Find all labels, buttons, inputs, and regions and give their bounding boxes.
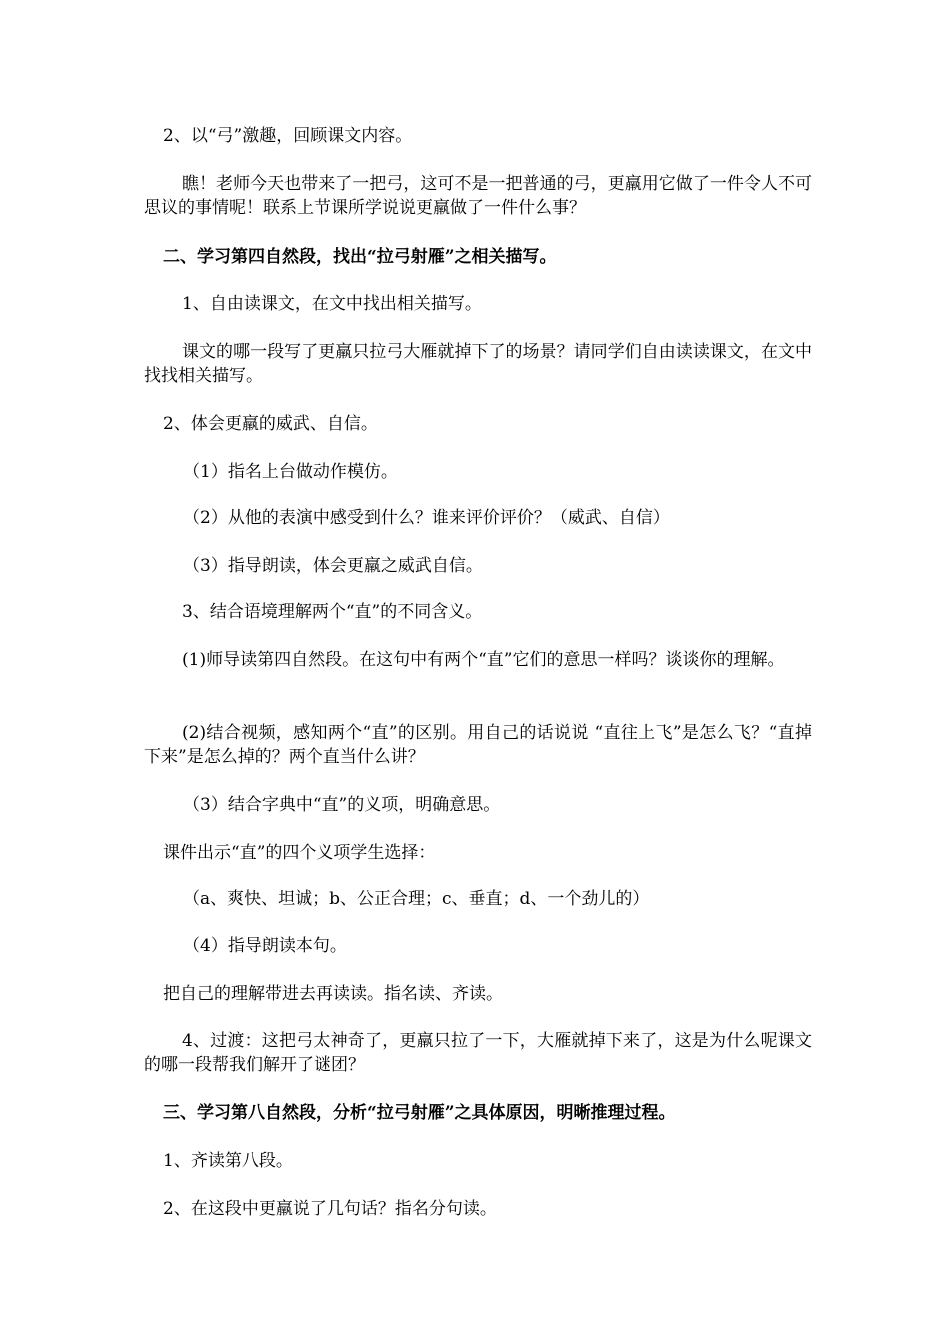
paragraph-two-zhi-meanings: 3、结合语境理解两个“直”的不同含义。 bbox=[182, 602, 483, 622]
paragraph-step-2-feel: （2）从他的表演中感受到什么？谁来评价评价？（威武、自信） bbox=[183, 508, 670, 528]
paragraph-free-reading: 1、自由读课文，在文中找出相关描写。 bbox=[182, 294, 482, 314]
paragraph-step-4-read: （4）指导朗读本句。 bbox=[183, 936, 347, 956]
paragraph-review-intro: 2、以“弓”激趣，回顾课文内容。 bbox=[163, 126, 413, 146]
paragraph-teacher-bow: 瞧！老师今天也带来了一把弓，这可不是一把普通的弓，更羸用它做了一件令人不可思议的事情呢！联系上节课所学说说更羸做了一件什么事？ bbox=[144, 174, 812, 218]
paragraph-read-section-eight: 1、齐读第八段。 bbox=[163, 1151, 293, 1171]
paragraph-step-1-imitate: （1）指名上台做动作模仿。 bbox=[183, 462, 398, 482]
paragraph-option-list: （a、爽快、坦诚；b、公正合理；c、垂直；d、一个劲儿的） bbox=[183, 889, 650, 909]
paragraph-which-section: 课文的哪一段写了更羸只拉弓大雁就掉下了的场景？请同学们自由读读课文，在文中找找相关描写。 bbox=[144, 342, 812, 386]
paragraph-transition: 4、过渡：这把弓太神奇了，更羸只拉了一下，大雁就掉下来了，这是为什么呢课文的哪一段帮我们解开了谜团？ bbox=[144, 1031, 812, 1075]
paragraph-courseware-options: 课件出示“直”的四个义项学生选择： bbox=[163, 843, 436, 863]
paragraph-video-compare: (2)结合视频，感知两个“直”的区别。用自己的话说说 “直往上飞”是怎么飞？“直掉下来”是怎么掉的？两个直当什么讲？ bbox=[144, 723, 812, 767]
paragraph-sentence-count: 2、在这段中更羸说了几句话？指名分句读。 bbox=[163, 1199, 497, 1219]
section-heading-three: 三、学习第八自然段，分析“拉弓射雁”之具体原因，明晰推理过程。 bbox=[163, 1103, 676, 1123]
paragraph-read-again: 把自己的理解带进去再读读。指名读、齐读。 bbox=[163, 984, 503, 1004]
section-heading-two: 二、学习第四自然段，找出“拉弓射雁”之相关描写。 bbox=[163, 247, 557, 267]
paragraph-dictionary-meaning: （3）结合字典中“直”的义项，明确意思。 bbox=[183, 795, 501, 815]
paragraph-experience-confidence: 2、体会更羸的威武、自信。 bbox=[163, 414, 378, 434]
paragraph-step-3-read-aloud: （3）指导朗读，体会更羸之威武自信。 bbox=[183, 556, 483, 576]
paragraph-teacher-guided-reading: (1)师导读第四自然段。在这句中有两个“直”它们的意思一样吗？谈谈你的理解。 bbox=[182, 650, 785, 670]
